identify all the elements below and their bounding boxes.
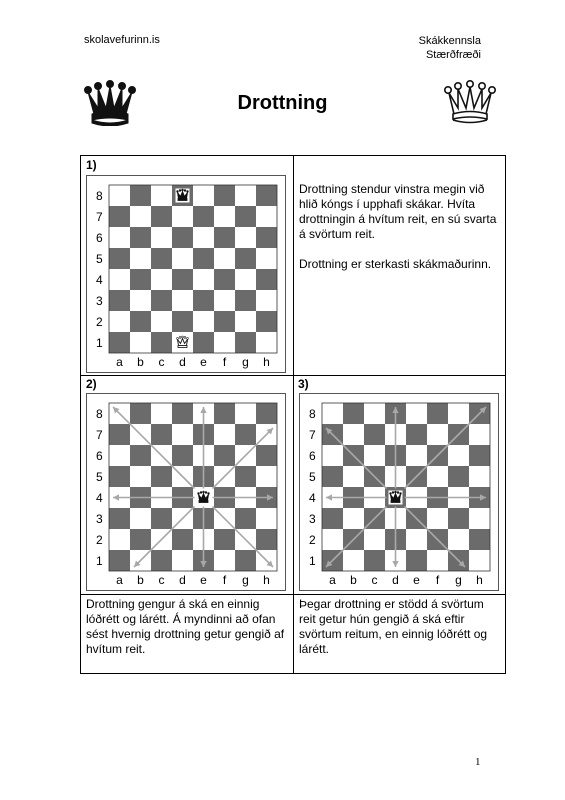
page-title: Drottning [237, 92, 328, 114]
board-square-g3 [235, 508, 256, 529]
file-label: g [242, 355, 249, 369]
board-square-h1 [256, 332, 277, 353]
board-square-h7 [469, 424, 490, 445]
board-square-b4 [130, 269, 151, 290]
rank-label: 3 [96, 294, 103, 308]
board-square-b7 [343, 424, 364, 445]
board-square-e4 [193, 269, 214, 290]
file-label: h [263, 573, 270, 587]
board-square-b2 [130, 311, 151, 332]
board-square-f2 [214, 529, 235, 550]
rank-label: 8 [96, 407, 103, 421]
board-square-g4 [235, 269, 256, 290]
panel-1-number: 1) [86, 158, 97, 172]
board-square-a3 [109, 290, 130, 311]
file-label: f [222, 355, 227, 369]
board-square-g8 [235, 403, 256, 424]
board-square-c6 [364, 445, 385, 466]
board-square-a8 [322, 403, 343, 424]
rank-label: 5 [96, 252, 103, 266]
board-square-g1 [235, 332, 256, 353]
black-queen-icon [389, 491, 403, 505]
board-square-c4 [151, 269, 172, 290]
rank-label: 4 [96, 491, 103, 505]
board-square-f7 [214, 424, 235, 445]
file-label: f [435, 573, 440, 587]
board-square-c3 [151, 508, 172, 529]
rank-label: 3 [309, 512, 316, 526]
file-label: d [392, 573, 399, 587]
board-square-f7 [427, 424, 448, 445]
board-square-f1 [427, 550, 448, 571]
board-square-c1 [151, 332, 172, 353]
board-square-d7 [172, 206, 193, 227]
board-square-f6 [214, 227, 235, 248]
file-label: e [413, 573, 420, 587]
file-label: g [242, 573, 249, 587]
rank-label: 4 [96, 273, 103, 287]
rank-label: 8 [96, 189, 103, 203]
file-label: h [476, 573, 483, 587]
chessboard-3 [299, 393, 499, 591]
board-square-a1 [109, 550, 130, 571]
panel-2-caption: Drottning gengur á ská en einnig lóðrétt og lárétt. Á myndinni að ofan sést hvernig drottning getur gengið af hvítum reit. [86, 597, 285, 656]
board-square-e3 [193, 290, 214, 311]
rank-label: 6 [96, 231, 103, 245]
rank-label: 1 [96, 336, 103, 350]
board-square-h3 [469, 508, 490, 529]
board-square-d6 [172, 445, 193, 466]
board-square-c2 [151, 311, 172, 332]
file-label: c [158, 355, 165, 369]
board-square-f8 [214, 403, 235, 424]
board-square-c5 [151, 466, 172, 487]
board-square-c1 [364, 550, 385, 571]
board-square-d1 [172, 550, 193, 571]
vertical-divider [293, 156, 294, 673]
board-square-a2 [322, 529, 343, 550]
board-square-g6 [235, 227, 256, 248]
board-square-h7 [256, 206, 277, 227]
board-square-f3 [214, 290, 235, 311]
board-square-a5 [109, 248, 130, 269]
file-label: a [116, 355, 123, 369]
board-square-a8 [109, 185, 130, 206]
topic-line-1: Skákkennsla [418, 35, 481, 47]
board-square-f2 [214, 311, 235, 332]
board-square-g5 [235, 248, 256, 269]
board-square-a4 [109, 269, 130, 290]
board-square-h6 [469, 445, 490, 466]
board-square-g3 [235, 290, 256, 311]
file-label: g [455, 573, 462, 587]
rank-label: 2 [96, 533, 103, 547]
board-square-g7 [235, 424, 256, 445]
board-square-c2 [364, 529, 385, 550]
topic-heading [419, 34, 481, 62]
file-label: e [200, 355, 207, 369]
rank-label: 7 [309, 428, 316, 442]
board-square-h6 [256, 445, 277, 466]
rank-label: 7 [96, 210, 103, 224]
board-square-b6 [130, 227, 151, 248]
board-square-e2 [406, 529, 427, 550]
board-square-e8 [406, 403, 427, 424]
file-label: c [158, 573, 165, 587]
board-square-f1 [214, 550, 235, 571]
file-label: f [222, 573, 227, 587]
board-square-h5 [256, 466, 277, 487]
site-name: skolavefurinn.is [84, 34, 160, 46]
board-square-g5 [448, 466, 469, 487]
panel-1-text [299, 182, 499, 272]
board-square-c7 [151, 206, 172, 227]
board-square-f5 [427, 466, 448, 487]
board-square-g3 [448, 508, 469, 529]
board-square-h5 [469, 466, 490, 487]
board-square-c7 [364, 424, 385, 445]
file-label: h [263, 355, 270, 369]
black-queen-icon [197, 491, 211, 505]
board-square-d5 [172, 248, 193, 269]
board-square-d2 [172, 311, 193, 332]
file-label: d [179, 355, 186, 369]
board-square-h2 [256, 311, 277, 332]
panel-1-paragraph-2: Drottning er sterkasti skákmaðurinn. [299, 257, 492, 271]
board-square-b8 [130, 185, 151, 206]
board-square-c3 [151, 290, 172, 311]
board-square-c8 [364, 403, 385, 424]
file-label: b [350, 573, 357, 587]
board-square-a6 [109, 227, 130, 248]
board-square-b5 [130, 248, 151, 269]
board-square-b5 [130, 466, 151, 487]
board-square-b6 [130, 445, 151, 466]
board-square-g1 [235, 550, 256, 571]
board-square-d3 [172, 290, 193, 311]
rank-label: 1 [309, 554, 316, 568]
file-label: a [329, 573, 336, 587]
rank-label: 2 [96, 315, 103, 329]
board-square-a6 [322, 445, 343, 466]
board-square-c7 [151, 424, 172, 445]
board-square-g6 [448, 445, 469, 466]
topic-line-2: Stærðfræði [425, 49, 481, 61]
board-square-c5 [151, 248, 172, 269]
board-square-e2 [193, 311, 214, 332]
file-label: b [137, 355, 144, 369]
board-square-b8 [130, 403, 151, 424]
file-label: b [137, 573, 144, 587]
file-label: a [116, 573, 123, 587]
board-square-e7 [193, 206, 214, 227]
panel-1-paragraph-1: Drottning stendur vinstra megin við hlið kóngs í upphafi skákar. Hvíta drottningin á hvítum reit, en sú svarta á svörtum reit. [299, 182, 497, 241]
board-square-g8 [448, 403, 469, 424]
board-square-b8 [343, 403, 364, 424]
board-square-e1 [193, 332, 214, 353]
board-square-c8 [151, 403, 172, 424]
board-square-h8 [256, 403, 277, 424]
panel-2-number: 2) [86, 377, 97, 391]
board-square-h4 [256, 269, 277, 290]
board-square-a7 [109, 206, 130, 227]
file-label: e [200, 573, 207, 587]
rank-label: 8 [309, 407, 316, 421]
board-square-g8 [235, 185, 256, 206]
board-square-e6 [406, 445, 427, 466]
board-square-f1 [214, 332, 235, 353]
board-square-h2 [256, 529, 277, 550]
black-queen-icon [176, 189, 190, 203]
rank-label: 2 [309, 533, 316, 547]
board-square-b5 [343, 466, 364, 487]
board-square-d6 [172, 227, 193, 248]
board-square-a3 [109, 508, 130, 529]
content-grid [80, 155, 506, 674]
board-square-h2 [469, 529, 490, 550]
rank-label: 6 [309, 449, 316, 463]
rank-label: 1 [96, 554, 103, 568]
board-square-e5 [193, 248, 214, 269]
board-square-c1 [151, 550, 172, 571]
horizontal-divider-1 [81, 375, 505, 376]
rank-label: 4 [309, 491, 316, 505]
board-square-a5 [109, 466, 130, 487]
board-square-f8 [214, 185, 235, 206]
board-square-h5 [256, 248, 277, 269]
board-square-c8 [151, 185, 172, 206]
file-label: d [179, 573, 186, 587]
board-square-b7 [130, 206, 151, 227]
board-square-e8 [193, 185, 214, 206]
board-square-b2 [130, 529, 151, 550]
board-square-h8 [256, 185, 277, 206]
panel-3-number: 3) [298, 377, 309, 391]
board-square-a3 [322, 508, 343, 529]
board-square-a2 [109, 311, 130, 332]
board-square-b3 [130, 508, 151, 529]
board-square-b1 [130, 332, 151, 353]
rank-label: 5 [96, 470, 103, 484]
board-square-f7 [214, 206, 235, 227]
board-square-b3 [130, 290, 151, 311]
board-square-b3 [343, 508, 364, 529]
board-square-d7 [172, 424, 193, 445]
panel-3-caption: Þegar drottning er stödd á svörtum reit getur hún gengið á ská eftir svörtum reitum, en einnig lóðrétt og lárétt. [299, 597, 488, 656]
board-square-b1 [343, 550, 364, 571]
board-square-a2 [109, 529, 130, 550]
board-square-d2 [172, 529, 193, 550]
board-square-g7 [235, 206, 256, 227]
board-square-h3 [256, 508, 277, 529]
board-square-g2 [448, 529, 469, 550]
board-square-e1 [406, 550, 427, 571]
white-queen-icon [176, 336, 190, 350]
file-label: c [371, 573, 378, 587]
rank-label: 5 [309, 470, 316, 484]
board-square-e7 [406, 424, 427, 445]
board-square-c6 [151, 227, 172, 248]
board-square-h6 [256, 227, 277, 248]
board-square-f3 [427, 508, 448, 529]
board-square-h1 [469, 550, 490, 571]
board-square-f8 [427, 403, 448, 424]
board-square-f5 [214, 248, 235, 269]
board-square-a1 [109, 332, 130, 353]
board-square-e6 [193, 227, 214, 248]
board-square-a7 [109, 424, 130, 445]
board-square-d8 [172, 403, 193, 424]
page-number: 1 [475, 756, 481, 768]
rank-label: 7 [96, 428, 103, 442]
board-square-a6 [109, 445, 130, 466]
chessboard-1 [86, 175, 286, 373]
board-square-a5 [322, 466, 343, 487]
board-square-f6 [214, 445, 235, 466]
rank-label: 6 [96, 449, 103, 463]
board-square-h3 [256, 290, 277, 311]
board-square-g2 [235, 311, 256, 332]
board-square-f4 [214, 269, 235, 290]
rank-label: 3 [96, 512, 103, 526]
chessboard-2 [86, 393, 286, 591]
board-square-g5 [235, 466, 256, 487]
board-square-d4 [172, 269, 193, 290]
horizontal-divider-2 [81, 594, 505, 595]
